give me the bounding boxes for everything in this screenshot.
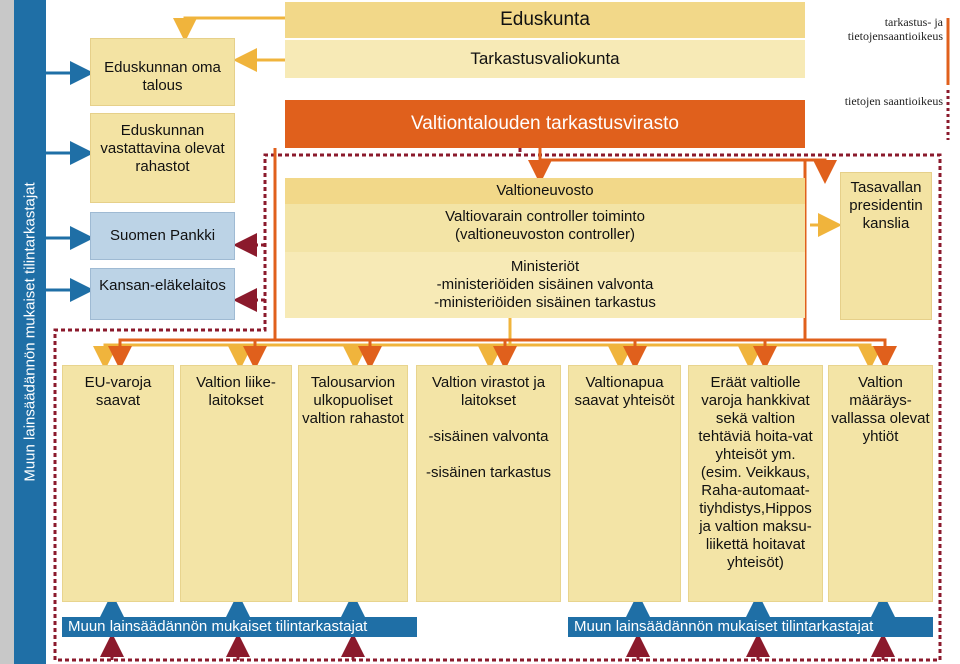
controller-line2: (valtioneuvoston controller): [454, 226, 636, 243]
ministries-title: Ministeriöt: [510, 258, 580, 275]
government-box: [285, 178, 805, 314]
parliament-funds-box: Eduskunnan vastattavina olevat rahastot: [90, 113, 235, 203]
legend-audit-rights: tarkastus- ja tietojensaantioikeus: [847, 15, 943, 43]
president-office-box: Tasavallan presidentin kanslia: [840, 172, 932, 320]
column-subsidized-entities: Valtionapua saavat yhteisöt: [568, 365, 681, 602]
parliament-own-finance-box: Eduskunnan oma talous: [90, 38, 235, 106]
column-state-companies: Valtion määräys-vallassa olevat yhtiöt: [828, 365, 933, 602]
bottom-left-auditors-bar: Muun lainsäädännön mukaiset tilintarkastajat: [62, 617, 417, 637]
side-auditors-label: Muun lainsäädännön mukaiset tilintarkastajat: [21, 182, 39, 482]
column-other-entities: Eräät valtiolle varoja hankkivat sekä valtion tehtäviä hoita-vat yhteisöt ym. (esim. Veikkaus, Raha-automaat-tiyhdistys,Hippos ja valtion maksu-liikettä hoitavat yhteisöt): [688, 365, 823, 602]
legend-info-rights: tietojen saantioikeus: [844, 94, 943, 108]
parliament-box: Eduskunta: [285, 2, 805, 38]
government-title: Valtioneuvosto: [285, 178, 805, 204]
kela-box: Kansan-eläkelaitos: [90, 268, 235, 320]
ministries-internal-audit: -ministeriöiden sisäinen tarkastus: [434, 294, 656, 311]
committee-box: Tarkastusvaliokunta: [285, 40, 805, 78]
ministries-internal-control: -ministeriöiden sisäinen valvonta: [436, 276, 654, 293]
bank-of-finland-box: Suomen Pankki: [90, 212, 235, 260]
column-agencies: Valtion virastot ja laitokset -sisäinen valvonta -sisäinen tarkastus: [416, 365, 561, 602]
column-off-budget-funds: Talousarvion ulkopuoliset valtion rahastot: [298, 365, 408, 602]
bottom-right-auditors-bar: Muun lainsäädännön mukaiset tilintarkastajat: [568, 617, 933, 637]
controller-line1: Valtiovarain controller toiminto: [445, 208, 645, 225]
audit-office-box: Valtiontalouden tarkastusvirasto: [285, 100, 805, 148]
column-eu-funds: EU-varoja saavat: [62, 365, 174, 602]
column-state-enterprises: Valtion liike-laitokset: [180, 365, 292, 602]
